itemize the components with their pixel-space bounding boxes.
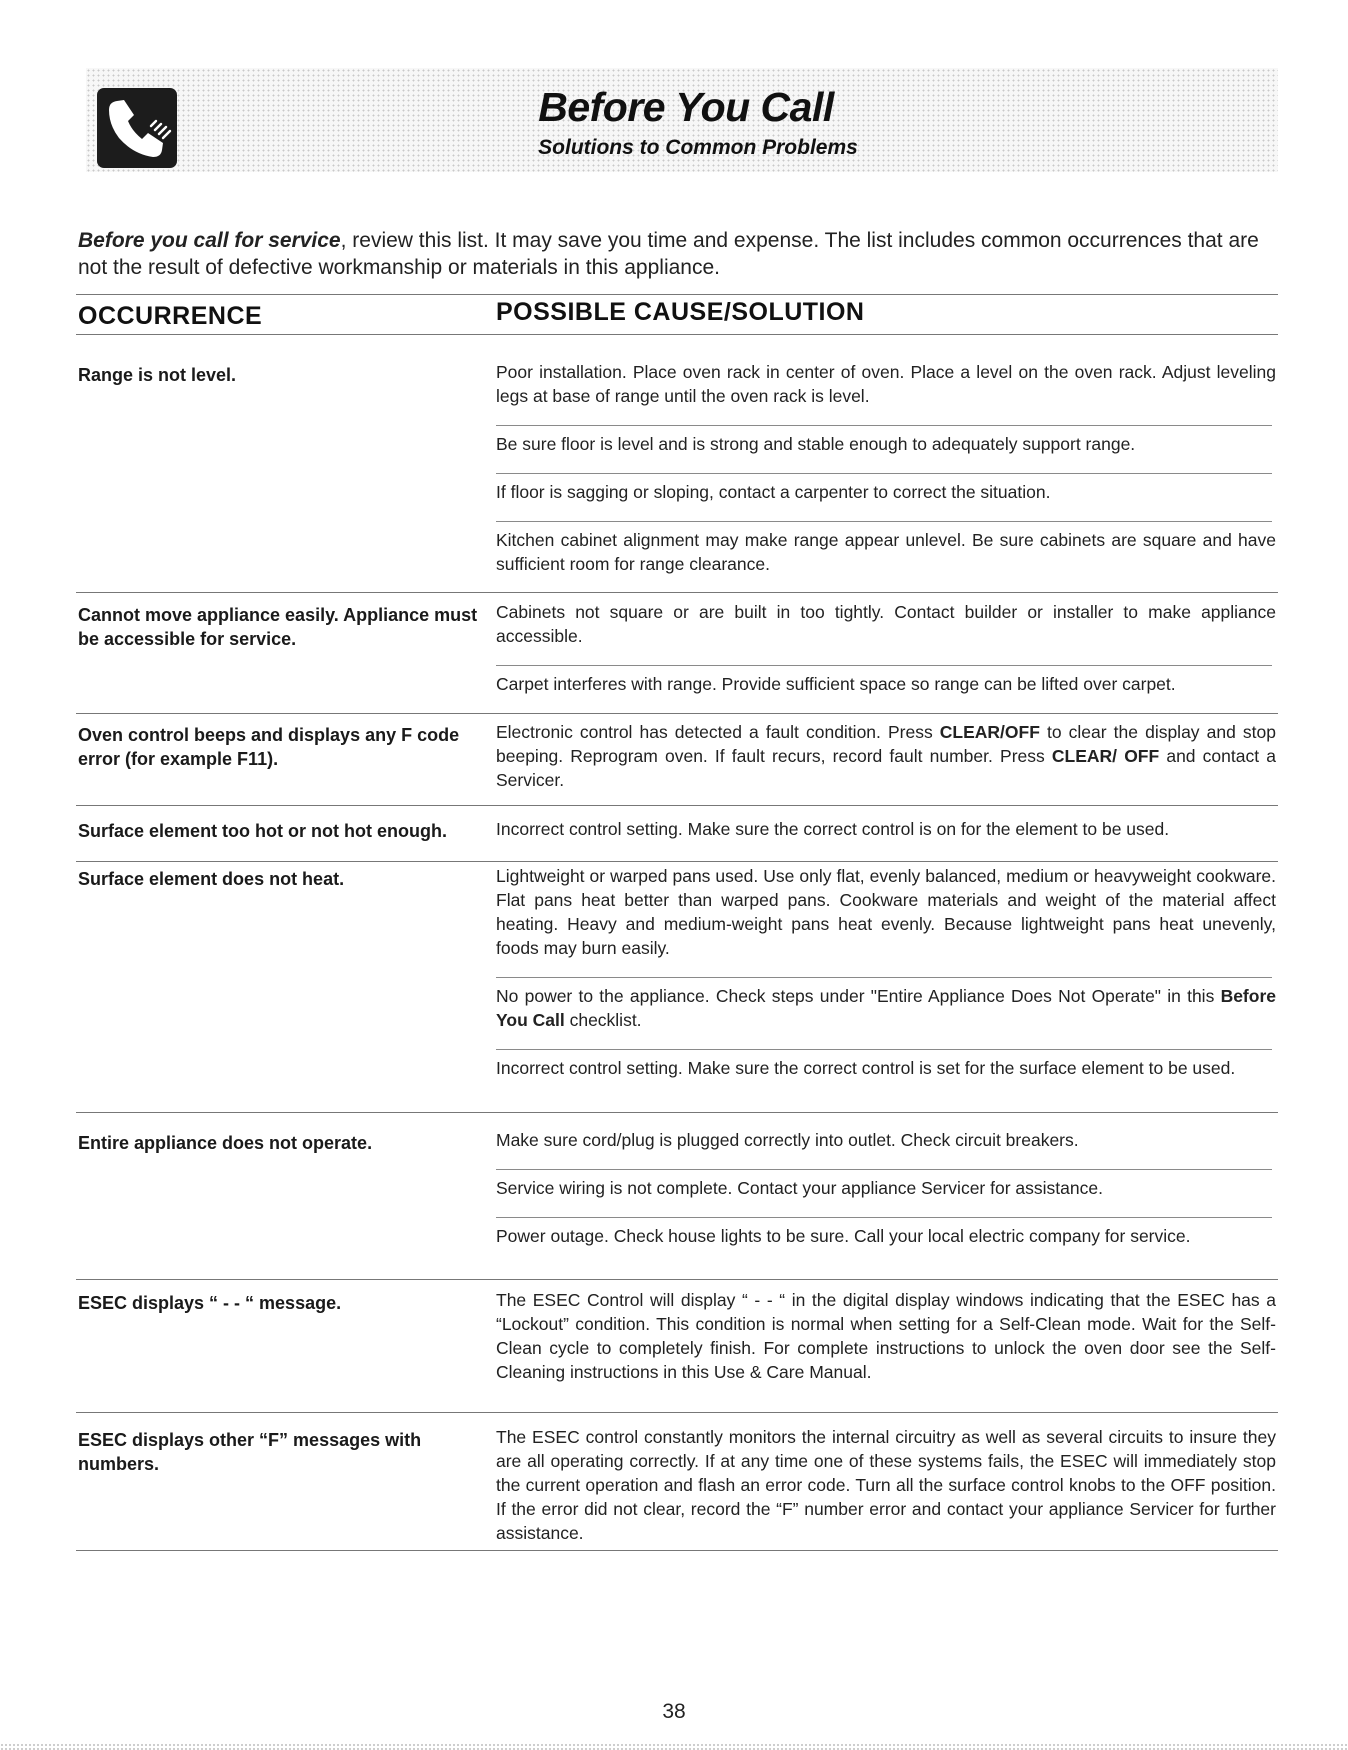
page-subtitle: Solutions to Common Problems [538,136,858,159]
solution-divider [496,1169,1272,1170]
bottom-edge [0,1743,1348,1750]
solution-text: If floor is sagging or sloping, contact a carpenter to correct the situation. [496,482,1051,502]
row-divider [76,1112,1278,1113]
row-divider [76,592,1278,593]
row-divider [76,1279,1278,1280]
column-header-occurrence: OCCURRENCE [78,302,263,330]
solution-divider [496,977,1272,978]
solution-text: The ESEC control constantly monitors the internal circuitry as well as several circuits to insure they are all operating correctly. If at any time one of these systems fails, the ESEC will immediately stop the current operation and flash an error code. Turn all the surface control knobs to the OFF position. If the error did not clear, record the “F” number error and contact your appliance Servicer for further assistance. [496,1427,1276,1543]
solution-text: No power to the appliance. Check steps under "Entire Appliance Does Not Operate" in this Before You Call checklist. [496,986,1276,1030]
solution-divider [496,425,1272,426]
intro-text: , review this list. It may save you time and expense. The list includes common occurrences that are not the result of defective workmanship or materials in this appliance. [78,229,1259,279]
solution-text: Incorrect control setting. Make sure the correct control is set for the surface element to be used. [496,1058,1236,1078]
solution-text: Lightweight or warped pans used. Use only flat, evenly balanced, medium or heavyweight cookware. Flat pans heat better than warped pans. Cookware materials and weight of the material affect heating. Heavy and medium-weight pans heat evenly. Because lightweight pans heat unevenly, foods may burn easily. [496,866,1276,958]
solution-text: The ESEC Control will display “ - - “ in the digital display windows indicating that the ESEC has a “Lockout” condition. This condition is normal when setting for a Self-Clean mode. Wait for the Self-Clean cycle to completely finish. For complete instructions to unlock the oven door see the Self-Cleaning instructions in this Use & Care Manual. [496,1290,1276,1382]
solution-text: Make sure cord/plug is plugged correctly into outlet. Check circuit breakers. [496,1130,1079,1150]
page-title: Before You Call [538,84,834,130]
page-number: 38 [662,1700,686,1723]
solution-divider [496,1217,1272,1218]
intro-paragraph [78,227,1278,281]
row-divider [76,1412,1278,1413]
occurrence-entire-appliance: Entire appliance does not operate. [78,1133,373,1153]
solution-text: Service wiring is not complete. Contact your appliance Servicer for assistance. [496,1178,1103,1198]
row-divider [76,713,1278,714]
solution-text: Electronic control has detected a fault condition. Press CLEAR/OFF to clear the display and stop beeping. Reprogram oven. If fault recurs, record fault number. Press CLEAR/ OFF and contact a Servicer. [496,722,1276,790]
solution-text: Kitchen cabinet alignment may make range appear unlevel. Be sure cabinets are square and have sufficient room for range clearance. [496,530,1276,574]
occurrence-range-not-level: Range is not level. [78,365,237,385]
occurrence-cannot-move: Cannot move appliance easily. Appliance must be accessible for service. [78,605,478,649]
row-divider [76,1550,1278,1551]
solution-text: Be sure floor is level and is strong and stable enough to adequately support range. [496,434,1136,454]
solution-text: Carpet interferes with range. Provide sufficient space so range can be lifted over carpet. [496,674,1176,694]
header-bottom-rule [76,334,1278,335]
column-header-solution: POSSIBLE CAUSE/SOLUTION [496,298,865,326]
occurrence-surface-element-no-heat: Surface element does not heat. [78,869,345,889]
solution-divider [496,521,1272,522]
occurrence-esec-f-messages: ESEC displays other “F” messages with numbers. [78,1430,422,1474]
solution-divider [496,473,1272,474]
occurrence-surface-element-temp: Surface element too hot or not hot enough. [78,821,447,841]
solution-divider [496,1049,1272,1050]
solution-text: Power outage. Check house lights to be sure. Call your local electric company for service. [496,1226,1191,1246]
intro-lead: Before you call for service [78,229,341,252]
row-divider [76,805,1278,806]
solution-text: Cabinets not square or are built in too tightly. Contact builder or installer to make appliance accessible. [496,602,1276,646]
occurrence-oven-control-beeps: Oven control beeps and displays any F code error (for example F11). [78,725,460,769]
header-top-rule [76,294,1278,295]
occurrence-esec-dash: ESEC displays “ - - “ message. [78,1293,342,1313]
solution-text: Incorrect control setting. Make sure the correct control is on for the element to be used. [496,819,1170,839]
row-divider [76,861,1278,862]
solution-text: Poor installation. Place oven rack in center of oven. Place a level on the oven rack. Adjust leveling legs at base of range until the oven rack is level. [496,362,1276,406]
solution-divider [496,665,1272,666]
